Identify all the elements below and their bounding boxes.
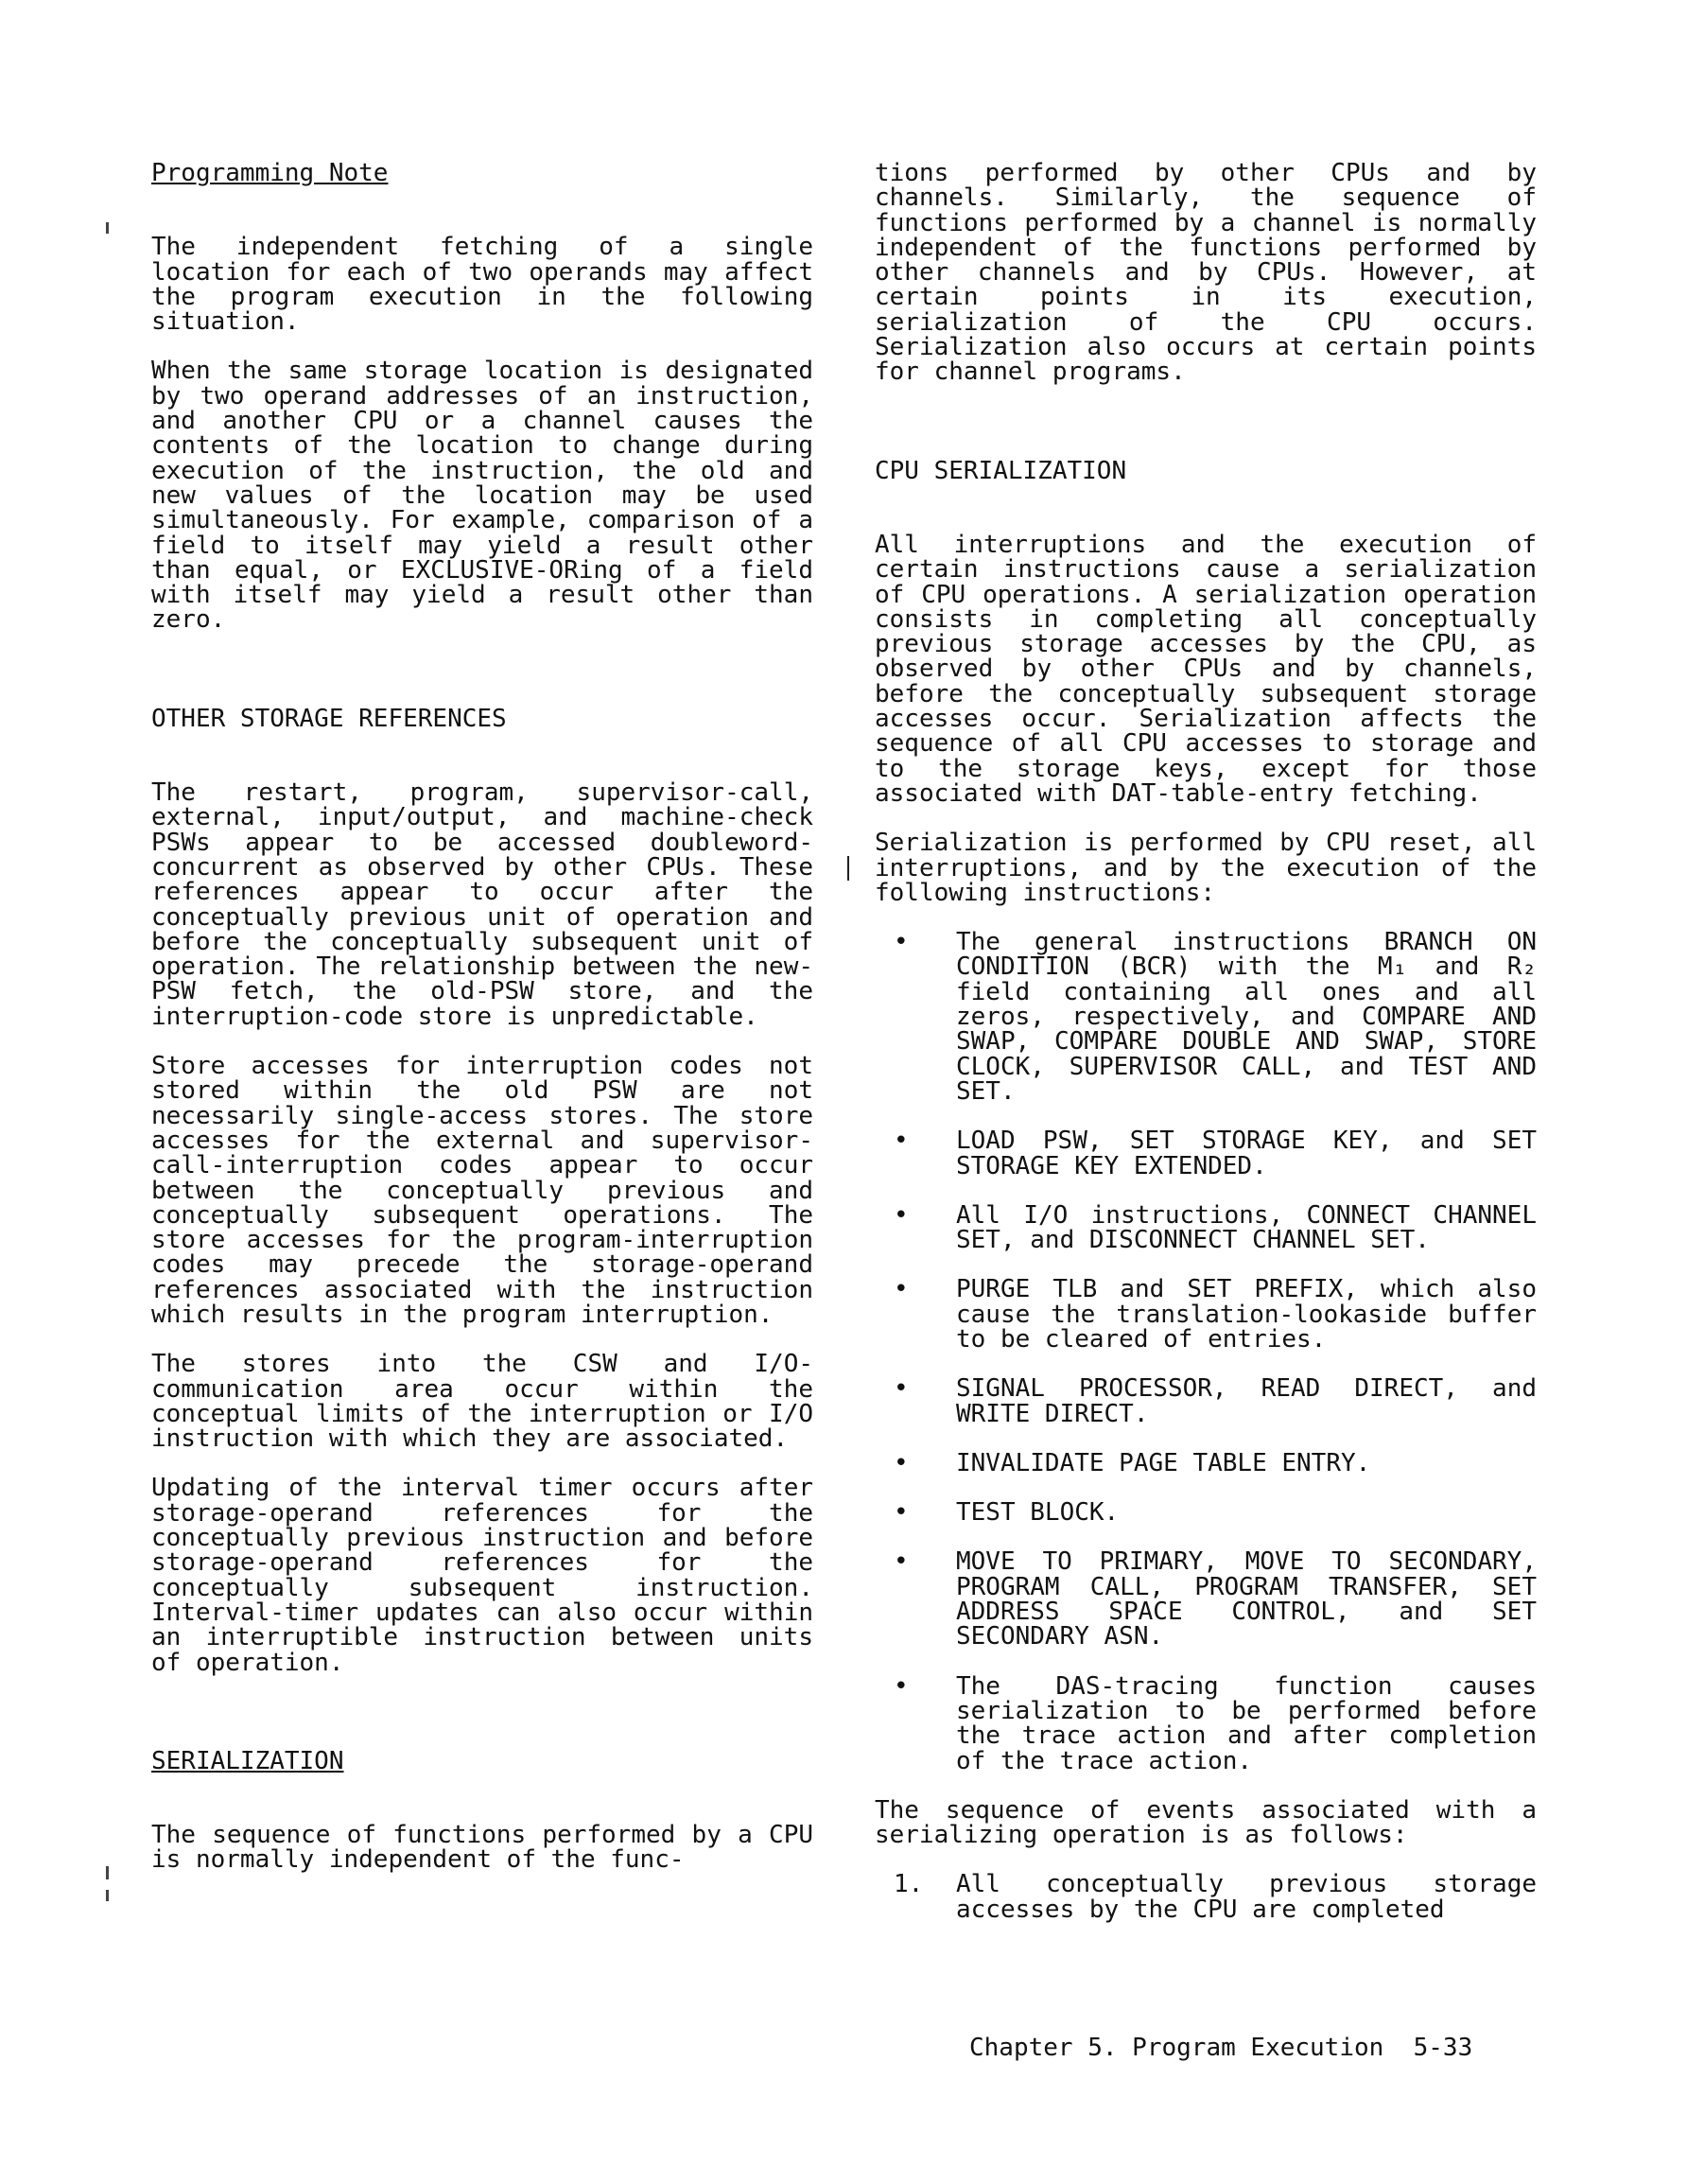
bullet-icon: • (894, 1547, 909, 1577)
paragraph: The sequence of functions performed by a CPU is normally independent of the func- (151, 1821, 813, 1875)
list-item-text: All I/O instructions, CONNECT CHANNEL SET, and DISCONNECT CHANNEL SET. (956, 1200, 1537, 1255)
paragraph: tions performed by other CPUs and by channels. Similarly, the sequence of functions performed by a channel is normally independent of the functions performed by other channels and by CPUs. However, at certain points in its execution, serialization of the CPU occurs. Serialization also occurs at certain points for channel programs. (875, 159, 1537, 387)
spacer (151, 657, 813, 707)
margin-mark (106, 1890, 109, 1901)
list-item (875, 1671, 1537, 1775)
paragraph: The stores into the CSW and I/O-communication area occur within the conceptual limits of the interruption or I/O instruction with which they are associated. (151, 1350, 813, 1454)
step-number: 1. (894, 1870, 924, 1899)
bullet-icon: • (894, 1498, 909, 1528)
bullet-icon: • (894, 1448, 909, 1477)
programming-note-heading: Programming Note (151, 159, 389, 187)
event-sequence-list (875, 1872, 1537, 1922)
paragraph: All interruptions and the execution of certain instructions cause a serialization of CPU operations. A serialization operation consists in completing all conceptually previous storage accesses by the CPU, as observed by other CPUs and by channels, before the conceptually subsequent storage accesses occur. Serialization affects the sequence of all CPU accesses to storage and to the storage keys, except for those associated with DAT-table-entry fetching. (875, 530, 1537, 808)
list-item (875, 1549, 1537, 1649)
bullet-icon: • (894, 1127, 909, 1156)
list-item-text: SIGNAL PROCESSOR, READ DIRECT, and WRITE DIRECT. (956, 1374, 1537, 1428)
section-heading-cpu-serialization: CPU SERIALIZATION (875, 456, 1127, 485)
list-item-text: LOAD PSW, SET STORAGE KEY, and SET STORAGE KEY EXTENDED. (956, 1127, 1537, 1180)
list-item (875, 1200, 1537, 1255)
bullet-icon: • (894, 1671, 909, 1701)
revision-bar (847, 856, 849, 881)
margin-mark (106, 222, 109, 234)
list-item (875, 1376, 1537, 1426)
list-item (875, 1872, 1537, 1922)
paragraph: Updating of the interval timer occurs after storage-operand references for the conceptually previous instruction and before storage-operand references for the conceptually subsequent instruction. Interval-timer updates can also occur within an interruptible instruction between units of operation. (151, 1474, 813, 1677)
list-item-text: INVALIDATE PAGE TABLE ENTRY. (956, 1448, 1371, 1477)
bullet-icon: • (894, 1200, 909, 1230)
chapter-title: Chapter 5. Program Execution (969, 2034, 1384, 2062)
list-item (875, 930, 1537, 1104)
spacer (151, 1700, 813, 1749)
paragraph: The restart, program, supervisor-call, external, input/output, and machine-check PSWs appear to be accessed doubleword-concurrent as observed by other CPUs. These references appear to occur after the conceptually previous unit of operation and before the conceptually subsequent unit of operation. The relationship between the new-PSW fetch, the old-PSW store, and the interruption-code store is unpredictable. (151, 778, 813, 1031)
list-item-text: All conceptually previous storage accesses by the CPU are completed (956, 1870, 1537, 1924)
section-heading-serialization: SERIALIZATION (151, 1746, 344, 1775)
bullet-icon: • (894, 1374, 909, 1404)
margin-mark (106, 1866, 109, 1879)
list-item-text: PURGE TLB and SET PREFIX, which also cause the translation-lookaside buffer to be cleared of entries. (956, 1275, 1537, 1354)
page-number: 5-33 (1413, 2034, 1473, 2062)
list-item (875, 1277, 1537, 1352)
list-item (875, 1498, 1537, 1528)
spacer (875, 410, 1537, 459)
list-item-text: TEST BLOCK. (956, 1498, 1120, 1528)
list-item-text: The DAS-tracing function causes serialization to be performed before the trace action and after completion of the trace action. (956, 1671, 1537, 1775)
paragraph: The sequence of events associated with a serializing operation is as follows: (875, 1795, 1537, 1850)
list-item-text: MOVE TO PRIMARY, MOVE TO SECONDARY, PROGRAM CALL, PROGRAM TRANSFER, SET ADDRESS SPACE CONTROL, and SET SECONDARY ASN. (956, 1547, 1537, 1651)
bullet-icon: • (894, 928, 909, 957)
paragraph: Serialization is performed by CPU reset, all interruptions, and by the execution of the following instructions: (875, 829, 1537, 907)
list-item-text: The general instructions BRANCH ON CONDITION (BCR) with the M₁ and R₂ field containing all ones and all zeros, respectively, and COMPARE AND SWAP, COMPARE DOUBLE AND SWAP, STORE CLOCK, SUPERVISOR CALL, and TEST AND SET. (956, 928, 1537, 1106)
paragraph: The independent fetching of a single location for each of two operands may affect the program execution in the following situation. (151, 233, 813, 337)
paragraph: When the same storage location is designated by two operand addresses of an instruction, and another CPU or a channel causes the contents of the location to change during execution of the instruction, the old and new values of the location may be used simultaneously. For example, comparison of a field to itself may yield a result other than equal, or EXCLUSIVE-ORing of a field with itself may yield a result other than zero. (151, 357, 813, 635)
section-heading-other-storage-references: OTHER STORAGE REFERENCES (151, 704, 507, 733)
instruction-list (875, 930, 1537, 1773)
page-footer (969, 2034, 1527, 2062)
list-item (875, 1128, 1537, 1179)
list-item (875, 1448, 1537, 1477)
paragraph: Store accesses for interruption codes not stored within the old PSW are not necessarily single-access stores. The store accesses for the external and supervisor-call-interruption codes appear to occur between the conceptually previous and conceptually subsequent operations. The store accesses for the program-interruption codes may precede the storage-operand references associated with the instruction which results in the program interruption. (151, 1052, 813, 1329)
right-column (875, 161, 1537, 1922)
left-column (151, 161, 813, 1897)
bullet-icon: • (894, 1275, 909, 1304)
